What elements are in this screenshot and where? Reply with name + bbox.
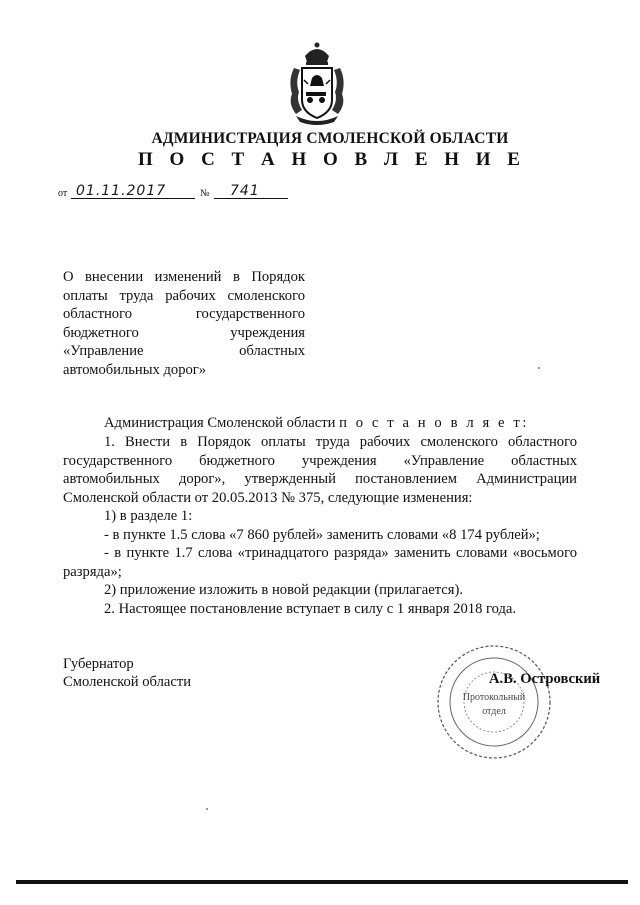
number-label: № xyxy=(200,188,210,199)
body-paragraph: 1. Внести в Порядок оплаты труда рабочих смоленского областного государственного бюджетного учреждения «Управление областных автомобильных дорог», утвержденный постановлением Администрации Смоленской области от 20.05.2013 № 375, следующие изменения: xyxy=(63,434,577,506)
date-value: 01.11.2017 xyxy=(76,183,167,199)
preamble-decrees: п о с т а н о в л я е т: xyxy=(339,415,529,431)
body-paragraph: 2. Настоящее постановление вступает в силу с 1 января 2018 года. xyxy=(104,600,517,617)
body-paragraph: - в пункте 1.5 слова «7 860 рублей» заменить словами «8 174 рублей»; xyxy=(104,526,540,543)
date-label: от xyxy=(58,188,68,199)
preamble-text: Администрация Смоленской области xyxy=(104,415,336,431)
document-type-title: П О С Т А Н О В Л Е Н И Е xyxy=(138,149,526,170)
subject-line: «Управление областных xyxy=(63,343,305,359)
document-body xyxy=(63,433,577,618)
organization-title: АДМИНИСТРАЦИЯ СМОЛЕНСКОЙ ОБЛАСТИ xyxy=(151,130,509,147)
document-meta xyxy=(58,181,318,203)
body-paragraph: - в пункте 1.7 слова «тринадцатого разряда» заменить словами «восьмого разряда»; xyxy=(63,545,577,580)
signatory-name: А.В. Островский xyxy=(489,671,601,687)
signatory-position xyxy=(63,655,191,691)
position-line: Губернатор xyxy=(63,656,134,672)
scan-artifact xyxy=(206,808,208,810)
preamble xyxy=(104,415,529,432)
stamp-seal-icon xyxy=(428,642,558,762)
scan-edge-bar xyxy=(16,880,628,884)
body-paragraph: 1) в разделе 1: xyxy=(104,508,193,524)
position-line: Смоленской области xyxy=(63,674,192,690)
body-paragraph: 2) приложение изложить в новой редакции (прилагается). xyxy=(104,582,463,598)
subject-line: бюджетного учреждения xyxy=(63,324,305,341)
subject-line: О внесении изменений в Порядок xyxy=(63,269,305,285)
subject-line: оплаты труда рабочих смоленского xyxy=(63,287,305,304)
stamp-text: отдел xyxy=(482,706,506,717)
number-value: 741 xyxy=(230,183,260,199)
subject-line: областного государственного xyxy=(63,306,305,322)
stamp-text: Протокольный xyxy=(462,692,526,703)
coat-of-arms-icon xyxy=(282,40,352,126)
document-subject xyxy=(63,268,305,379)
scan-artifact xyxy=(538,367,540,369)
subject-line: автомобильных дорог» xyxy=(63,361,207,378)
